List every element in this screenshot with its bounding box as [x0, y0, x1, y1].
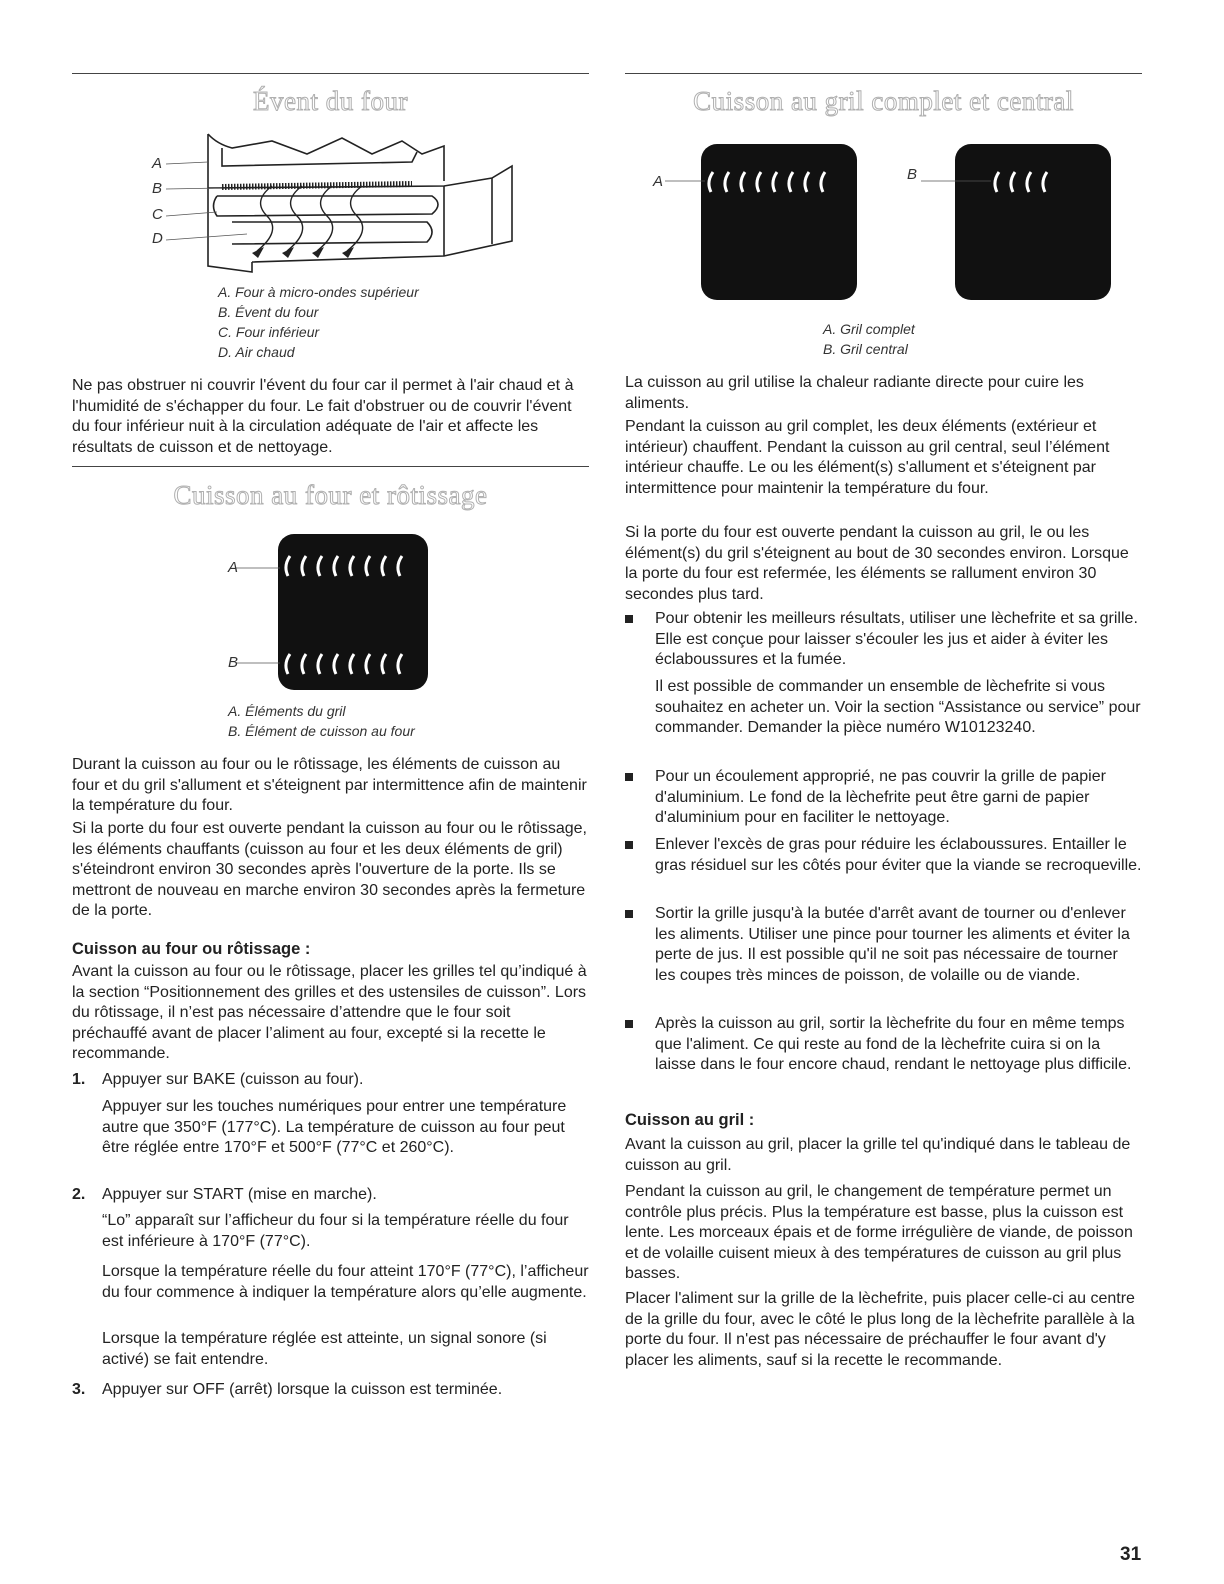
tip-bullet-2 [625, 767, 1142, 829]
bake-paragraph-2: Si la porte du four est ouverte pendant la cuisson au four ou le rôtissage, les éléments chauffants (cuisson au four et les deux éléments de gril) s'éteindront environ 30 secondes après l'ouverture de la porte. Ils se mettront de nouveau en marche environ 30 secondes après la fermeture de la porte. [72, 820, 587, 919]
broil-paragraph-3: Si la porte du four est ouverte pendant la cuisson au gril, le ou les élément(s) du gril s'éteignent au bout de 30 secondes environ. Lorsque la porte du four est refermée, les éléments se rallument environ 30 secondes plus tard. [625, 524, 1129, 603]
caption-line: A. Four à micro-ondes supérieur [218, 284, 419, 300]
bake-elements-illustration [212, 532, 432, 694]
bake-paragraph-1: Durant la cuisson au four ou le rôtissage, les éléments de cuisson au four et du gril s'allument et s'éteignent par intermittence afin de maintenir la température du four. [72, 756, 587, 814]
broil-paragraph-6: Placer l'aliment sur la grille de la lèchefrite, puis placer celle-ci au centre de la grille du four, avec le côté le plus long de la lèchefrite parallèle à la porte du four. Il n'est pas nécessaire de préchauffer le four avant d'y placer les aliments, sauf si la recette le recommande. [625, 1290, 1135, 1369]
vent-label-b: B [152, 180, 163, 197]
step-2-detail-2: Lorsque la température réelle du four atteint 170°F (77°C), l’afficheur du four commence à indiquer la température alors qu’elle augmente. [102, 1263, 589, 1301]
top-rule-left [72, 73, 589, 74]
section-rule-left [72, 466, 589, 467]
bullet-square-icon [625, 910, 633, 918]
tip-bullet-4 [625, 904, 1142, 986]
step-1 [72, 1070, 589, 1091]
bake-paragraph-3: Avant la cuisson au four ou le rôtissage, placer les grilles tel qu’indiqué à la section “Positionnement des grilles et des ustensiles de cuisson”. Lors du rôtissage, il n’est pas nécessaire d’attendre que le four soit préchauffé avant de placer l’aliment au four, excepté si la recette le recommande. [72, 963, 587, 1062]
caption-line: A. Gril complet [823, 321, 915, 337]
step-3 [72, 1380, 589, 1401]
bullet-square-icon [625, 1020, 633, 1028]
bake-title: Cuisson au four et rôtissage [173, 480, 488, 510]
step-2-detail-1: “Lo” apparaît sur l’afficheur du four si la température réelle du four est inférieure à 170°F (77°C). [102, 1212, 569, 1250]
bake-caption [228, 701, 415, 741]
broil-paragraph-1: La cuisson au gril utilise la chaleur radiante directe pour cuire les aliments. [625, 374, 1084, 412]
broil-paragraph-2: Pendant la cuisson au gril complet, les deux éléments (extérieur et intérieur) chauffent. Pendant la cuisson au gril central, seul l’élément intérieur chauffe. Le ou les élément(s) s'allument et s'éteignent par intermittence pour maintenir la température du four. [625, 418, 1110, 497]
caption-line: A. Éléments du gril [228, 703, 346, 719]
caption-line: D. Air chaud [218, 344, 295, 360]
caption-line: C. Four inférieur [218, 324, 320, 340]
caption-line: B. Élément de cuisson au four [228, 723, 415, 739]
vent-label-a: A [152, 155, 163, 172]
bake-heading: Cuisson au four ou rôtissage : [72, 940, 311, 958]
bullet-text: Pour obtenir les meilleurs résultats, utiliser une lèchefrite et sa grille. Elle est conçue pour laisser s'écouler les jus et aider à éviter les éclaboussures et la fumée. [655, 610, 1138, 668]
broil-label-a: A [653, 173, 664, 190]
broil-title: Cuisson au gril complet et central [693, 86, 1074, 116]
top-rule-right [625, 73, 1142, 74]
broil-heading: Cuisson au gril : [625, 1111, 755, 1129]
tip-bullet-1 [625, 609, 1142, 671]
vent-illustration [72, 126, 532, 276]
step-text: Appuyer sur BAKE (cuisson au four). [102, 1071, 364, 1088]
broil-paragraph-4: Avant la cuisson au gril, placer la grille tel qu'indiqué dans le tableau de cuisson au gril. [625, 1136, 1131, 1174]
center-broil-panel [955, 144, 1111, 300]
step-2-detail-3: Lorsque la température réglée est atteinte, un signal sonore (si activé) se fait entendre. [102, 1330, 547, 1368]
tip-bullet-3 [625, 835, 1142, 876]
step-number: 3. [72, 1381, 86, 1398]
bullet-text: Après la cuisson au gril, sortir la lèchefrite du four en même temps que l'aliment. Ce qui reste au fond de la lèchefrite cuira si on la laisse dans le four encore chaud, rendant le nettoyage plus difficile. [655, 1015, 1132, 1073]
step-number: 1. [72, 1071, 86, 1088]
bullet-text: Pour un écoulement approprié, ne pas couvrir la grille de papier d'aluminium. Le fond de la lèchefrite peut être garni de papier d'aluminium pour en faciliter le nettoyage. [655, 768, 1106, 826]
bullet-text: Sortir la grille jusqu'à la butée d'arrêt avant de tourner ou d'enlever les aliments. Utiliser une pince pour tourner les aliments et éviter la perte de jus. Il est possible qu'il ne soit pas nécessaire de tourner les coupes très minces de poisson, de volaille ou de viande. [655, 905, 1130, 984]
bake-label-a: A [228, 559, 239, 576]
bullet-square-icon [625, 841, 633, 849]
bullet-square-icon [625, 773, 633, 781]
broil-label-b: B [907, 166, 918, 183]
step-text: Appuyer sur START (mise en marche). [102, 1186, 377, 1203]
step-number: 2. [72, 1186, 86, 1203]
tip-bullet-1-detail: Il est possible de commander un ensemble de lèchefrite si vous souhaitez en acheter un. Voir la section “Assistance ou service” pour commander. Demander la pièce numéro W10123240. [655, 678, 1141, 736]
bullet-text: Enlever l'excès de gras pour réduire les éclaboussures. Entailler le gras résiduel sur les côtés pour éviter que la viande se recroqueville. [655, 836, 1142, 874]
bullet-square-icon [625, 615, 633, 623]
vent-caption [218, 282, 419, 362]
caption-line: B. Évent du four [218, 304, 319, 320]
vent-label-c: C [152, 206, 163, 223]
vent-label-d: D [152, 230, 163, 247]
broil-paragraph-5: Pendant la cuisson au gril, le changement de température permet un contrôle plus précis. Plus la température est basse, plus la cuisson est lente. Les morceaux épais et de forme irrégulière de viande, de poisson et de volaille cuisent mieux à des températures de cuisson au gril plus basses. [625, 1183, 1133, 1282]
step-text: Appuyer sur OFF (arrêt) lorsque la cuisson est terminée. [102, 1381, 503, 1398]
step-2 [72, 1185, 589, 1206]
caption-line: B. Gril central [823, 341, 908, 357]
broil-caption [823, 319, 915, 359]
vent-paragraph: Ne pas obstruer ni couvrir l'évent du four car il permet à l'air chaud et à l'humidité de s'échapper du four. Le fait d'obstruer ou de couvrir l'évent du four inférieur nuit à la circulation adéquate de l'air et affecte les résultats de cuisson et de nettoyage. [72, 377, 574, 456]
full-broil-panel [701, 144, 857, 300]
bake-label-b: B [228, 654, 239, 671]
tip-bullet-5 [625, 1014, 1142, 1076]
broil-illustration [645, 142, 1115, 304]
vent-title: Évent du four [253, 86, 408, 116]
step-1-detail: Appuyer sur les touches numériques pour entrer une température autre que 350°F (177°C). La température de cuisson au four peut être réglée entre 170°F et 500°F (77°C et 260°C). [102, 1098, 567, 1156]
page-number: 31 [1120, 1544, 1142, 1565]
